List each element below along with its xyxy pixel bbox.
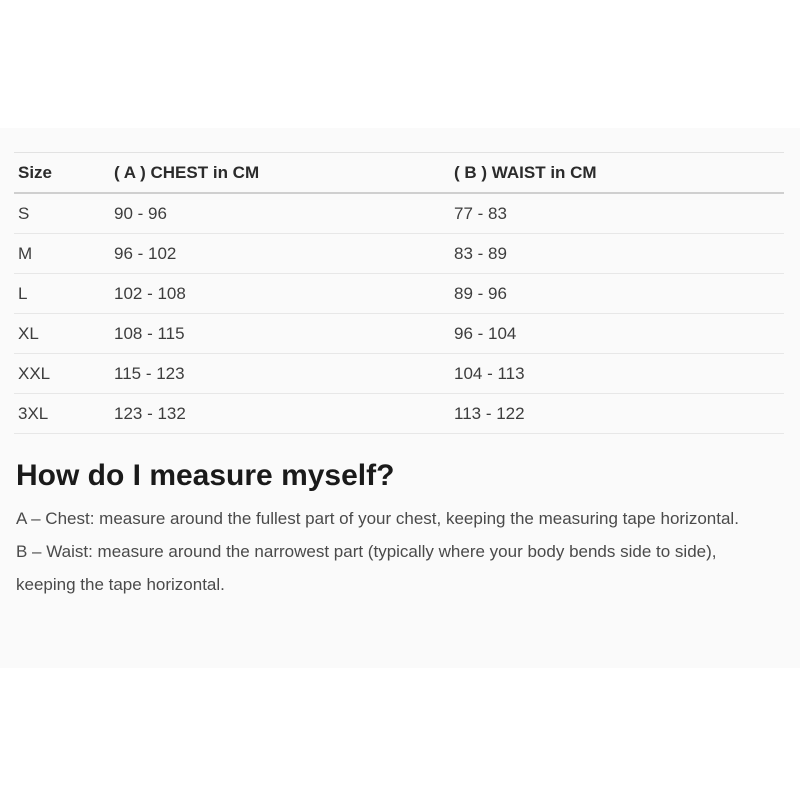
table-row (14, 314, 784, 354)
size-cell: L (14, 274, 110, 314)
size-cell: XXL (14, 354, 110, 394)
instruction-waist: B – Waist: measure around the narrowest part (typically where your body bends side to side), keeping the tape horizontal. (16, 542, 717, 594)
chest-cell: 123 - 132 (110, 394, 450, 434)
waist-cell: 96 - 104 (450, 314, 784, 354)
table-row (14, 193, 784, 234)
header-row (14, 153, 784, 194)
column-header-size: Size (14, 153, 110, 194)
chest-cell: 102 - 108 (110, 274, 450, 314)
size-cell: S (14, 193, 110, 234)
size-chart-header (14, 153, 784, 194)
size-chart-table (14, 152, 784, 434)
size-cell: 3XL (14, 394, 110, 434)
waist-cell: 83 - 89 (450, 234, 784, 274)
chest-cell: 108 - 115 (110, 314, 450, 354)
waist-cell: 89 - 96 (450, 274, 784, 314)
waist-cell: 113 - 122 (450, 394, 784, 434)
chest-cell: 90 - 96 (110, 193, 450, 234)
size-cell: M (14, 234, 110, 274)
chest-cell: 115 - 123 (110, 354, 450, 394)
chest-cell: 96 - 102 (110, 234, 450, 274)
size-chart-body (14, 193, 784, 434)
table-row (14, 234, 784, 274)
column-header-chest: ( A ) CHEST in CM (110, 153, 450, 194)
instruction-chest: A – Chest: measure around the fullest part of your chest, keeping the measuring tape horizontal. (16, 509, 739, 528)
column-header-waist: ( B ) WAIST in CM (450, 153, 784, 194)
table-row (14, 394, 784, 434)
section-heading: How do I measure myself? (16, 459, 395, 492)
table-row (14, 274, 784, 314)
size-guide-section (0, 128, 800, 668)
waist-cell: 77 - 83 (450, 193, 784, 234)
size-cell: XL (14, 314, 110, 354)
waist-cell: 104 - 113 (450, 354, 784, 394)
table-row (14, 354, 784, 394)
